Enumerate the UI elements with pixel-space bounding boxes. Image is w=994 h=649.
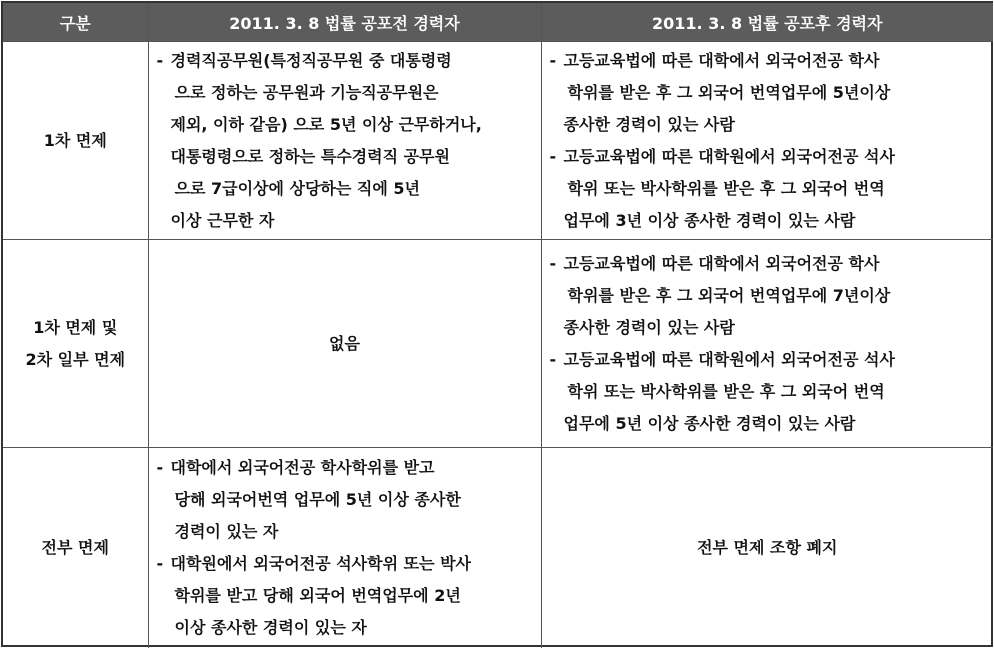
item-line: 대통령령으로 정하는 특수경력직 공무원: [170, 146, 450, 166]
item-line: 학위를 받은 후 그 외국어 번역업무에 7년이상: [567, 285, 891, 305]
item-line: 학위를 받고 당해 외국어 번역업무에 2년: [174, 585, 461, 605]
before-cell: [148, 448, 541, 648]
item-line: 대학원에서 외국어전공 석사학위 또는 박사: [170, 553, 471, 573]
item-line: 당해 외국어번역 업무에 5년 이상 종사한: [174, 489, 461, 509]
after-cell: [541, 42, 993, 240]
item-line: 업무에 3년 이상 종사한 경력이 있는 사람: [563, 210, 856, 230]
item-line: 고등교육법에 따른 대학원에서 외국어전공 석사: [563, 146, 895, 166]
item-line: 학위 또는 박사학위를 받은 후 그 외국어 번역: [567, 178, 885, 198]
before-cell: [148, 240, 541, 448]
item-line: 학위를 받은 후 그 외국어 번역업무에 5년이상: [567, 82, 891, 102]
item-line: 이상 종사한 경력이 있는 자: [174, 617, 367, 637]
item-line: 학위 또는 박사학위를 받은 후 그 외국어 번역: [567, 381, 885, 401]
exemption-table: [3, 3, 993, 648]
exemption-table-frame: [1, 1, 993, 647]
item-line: 대학에서 외국어전공 학사학위를 받고: [170, 457, 435, 477]
category-label: 1차 면제 및: [33, 317, 118, 337]
category-label: 전부 면제: [41, 537, 109, 557]
list-item: [542, 45, 994, 141]
category-label: 2차 일부 면제: [25, 349, 126, 369]
after-cell: [541, 240, 993, 448]
after-cell: [541, 448, 993, 648]
bullet-dash: -: [156, 553, 164, 573]
category-cell: [3, 42, 148, 240]
item-line: 경력이 있는 자: [174, 521, 279, 541]
item-line: 종사한 경력이 있는 사람: [563, 317, 735, 337]
list-item: [542, 141, 994, 237]
header-row: [3, 3, 993, 42]
item-line: 제외, 이하 같음) 으로 5년 이상 근무하거나,: [170, 114, 482, 134]
item-line: 으로 7급이상에 상당하는 직에 5년: [174, 178, 420, 198]
list-item: [542, 344, 994, 440]
before-cell: [148, 42, 541, 240]
item-line: 고등교육법에 따른 대학에서 외국어전공 학사: [563, 253, 880, 273]
list-item: [149, 45, 541, 237]
header-before-2011: 2011. 3. 8 법률 공포전 경력자: [148, 3, 541, 42]
header-after-2011: 2011. 3. 8 법률 공포후 경력자: [541, 3, 993, 42]
item-line: 업무에 5년 이상 종사한 경력이 있는 사람: [563, 413, 856, 433]
item-line: 경력직공무원(특정직공무원 중 대통령령: [170, 50, 452, 70]
bullet-dash: -: [549, 50, 557, 70]
table-row: [3, 42, 993, 240]
category-cell: [3, 240, 148, 448]
bullet-dash: -: [549, 146, 557, 166]
list-item: [542, 248, 994, 344]
bullet-dash: -: [549, 253, 557, 273]
bullet-dash: -: [156, 50, 164, 70]
bullet-dash: -: [549, 349, 557, 369]
category-cell: [3, 448, 148, 648]
item-line: 이상 근무한 자: [170, 210, 275, 230]
item-line: 으로 정하는 공무원과 기능직공무원은: [174, 82, 439, 102]
category-label: 1차 면제: [43, 130, 107, 150]
list-item: [149, 548, 541, 644]
repealed-text: 전부 면제 조항 폐지: [697, 537, 838, 557]
table-row: [3, 240, 993, 448]
list-item: [149, 452, 541, 548]
item-line: 고등교육법에 따른 대학원에서 외국어전공 석사: [563, 349, 895, 369]
header-category: 구분: [3, 3, 148, 42]
bullet-dash: -: [156, 457, 164, 477]
none-text: 없음: [329, 333, 360, 353]
table-row: [3, 448, 993, 648]
item-line: 고등교육법에 따른 대학에서 외국어전공 학사: [563, 50, 880, 70]
item-line: 종사한 경력이 있는 사람: [563, 114, 735, 134]
